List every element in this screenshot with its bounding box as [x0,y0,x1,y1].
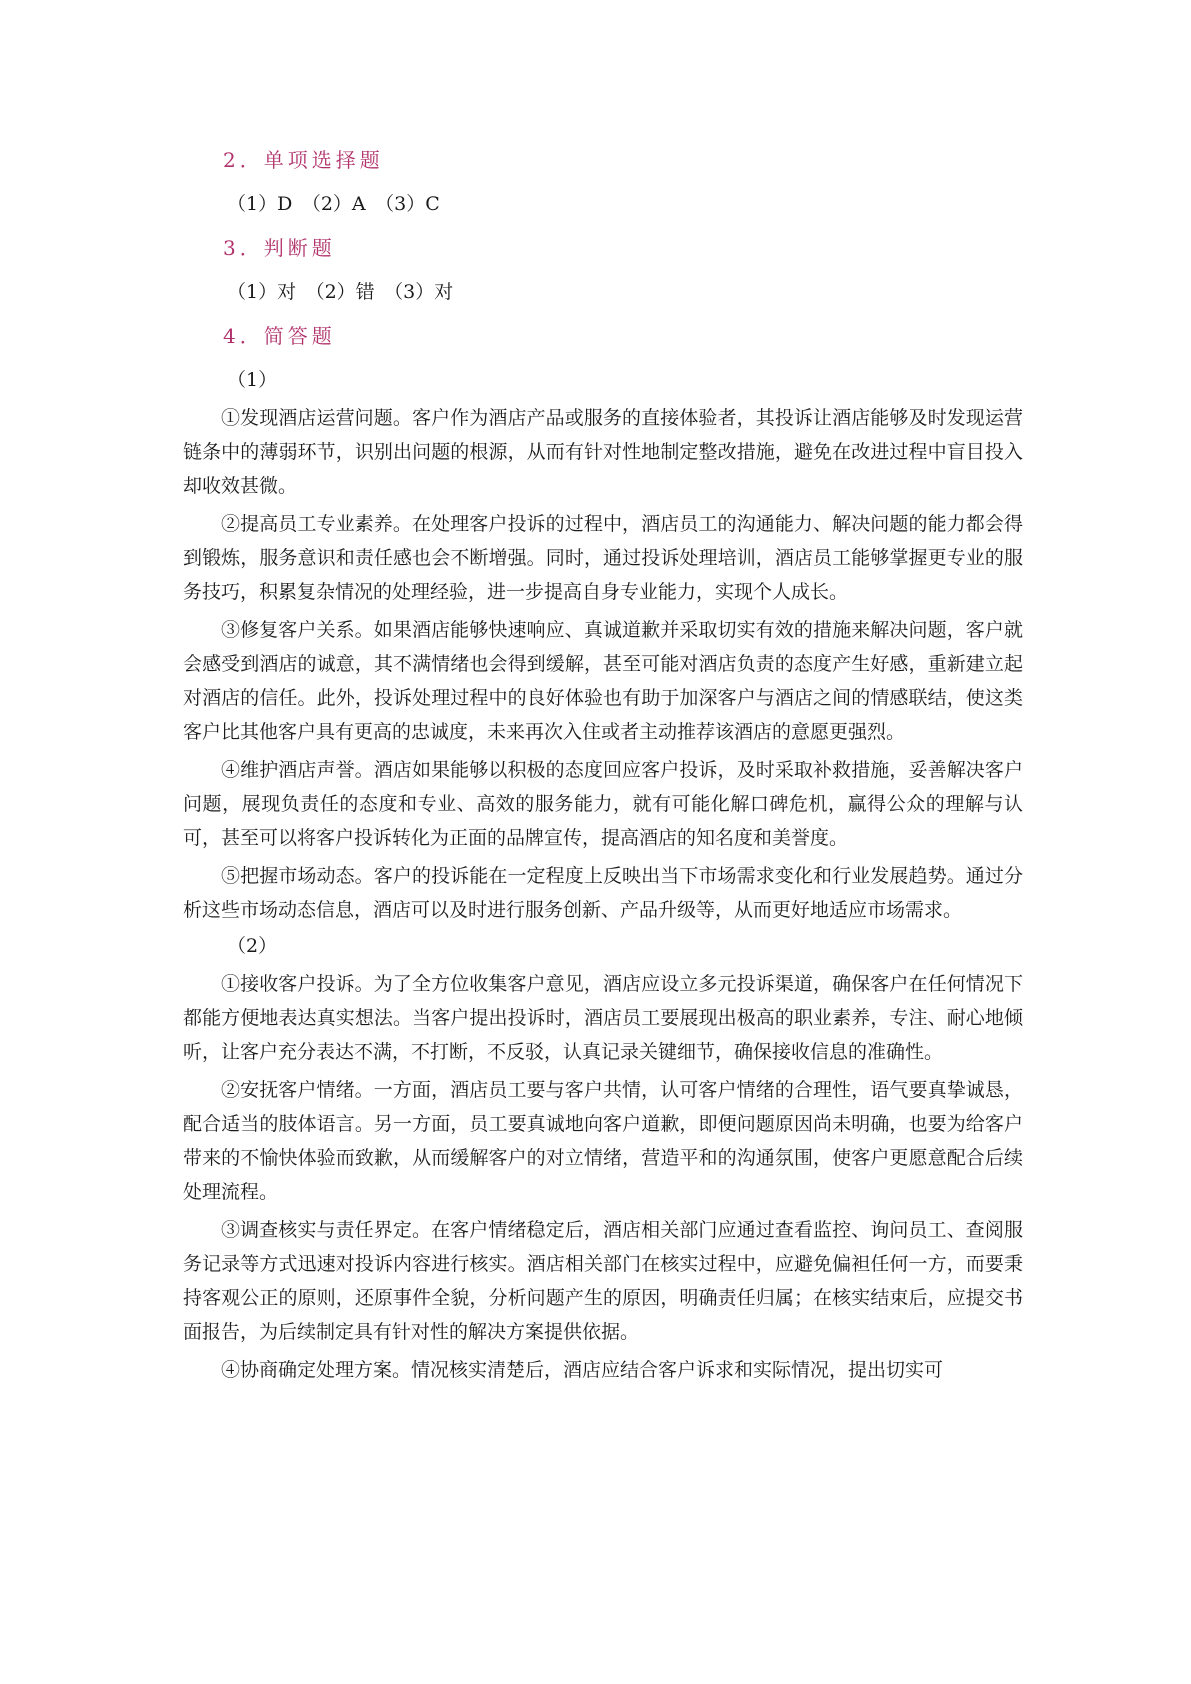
single-choice-answers: （1）D （2）A （3）C [227,193,440,215]
section-heading-true-false: 3．判断题 [223,236,336,260]
q1-paragraph: ①发现酒店运营问题。客户作为酒店产品或服务的直接体验者，其投诉让酒店能够及时发现运营链条中的薄弱环节，识别出问题的根源，从而有针对性地制定整改措施，避免在改进过程中盲目投入却收效甚微。 [183,407,1023,497]
q1-paragraph: ②提高员工专业素养。在处理客户投诉的过程中，酒店员工的沟通能力、解决问题的能力都会得到锻炼，服务意识和责任感也会不断增强。同时，通过投诉处理培训，酒店员工能够掌握更专业的服务技巧，积累复杂情况的处理经验，进一步提高自身专业能力，实现个人成长。 [183,513,1023,603]
q1-paragraph: ④维护酒店声誉。酒店如果能够以积极的态度回应客户投诉，及时采取补救措施，妥善解决客户问题，展现负责任的态度和专业、高效的服务能力，就有可能化解口碑危机，赢得公众的理解与认可，甚至可以将客户投诉转化为正面的品牌宣传，提高酒店的知名度和美誉度。 [183,759,1023,849]
q2-paragraph: ④协商确定处理方案。情况核实清楚后，酒店应结合客户诉求和实际情况，提出切实可 [221,1359,944,1381]
true-false-answers: （1）对 （2）错 （3）对 [227,281,454,303]
q1-paragraph: ⑤把握市场动态。客户的投诉能在一定程度上反映出当下市场需求变化和行业发展趋势。通过分析这些市场动态信息，酒店可以及时进行服务创新、产品升级等，从而更好地适应市场需求。 [183,865,1023,921]
section-heading-single-choice: 2．单项选择题 [223,148,384,172]
q1-paragraph: ③修复客户关系。如果酒店能够快速响应、真诚道歉并采取切实有效的措施来解决问题，客户就会感受到酒店的诚意，其不满情绪也会得到缓解，甚至可能对酒店负责的态度产生好感，重新建立起对酒店的信任。此外，投诉处理过程中的良好体验也有助于加深客户与酒店之间的情感联结，使这类客户比其他客户具有更高的忠诚度，未来再次入住或者主动推荐该酒店的意愿更强烈。 [183,619,1023,743]
section-heading-short-answer: 4．简答题 [223,324,336,348]
question-1-label: （1） [227,369,278,391]
q2-paragraph: ②安抚客户情绪。一方面，酒店员工要与客户共情，认可客户情绪的合理性，语气要真挚诚恳，配合适当的肢体语言。另一方面，员工要真诚地向客户道歉，即便问题原因尚未明确，也要为给客户带来的不愉快体验而致歉，从而缓解客户的对立情绪，营造平和的沟通氛围，使客户更愿意配合后续处理流程。 [183,1079,1023,1203]
q2-paragraph: ③调查核实与责任界定。在客户情绪稳定后，酒店相关部门应通过查看监控、询问员工、查阅服务记录等方式迅速对投诉内容进行核实。酒店相关部门在核实过程中，应避免偏袒任何一方，而要秉持客观公正的原则，还原事件全貌，分析问题产生的原因，明确责任归属；在核实结束后，应提交书面报告，为后续制定具有针对性的解决方案提供依据。 [183,1219,1023,1343]
question-2-label: （2） [227,935,278,957]
document-page [183,145,1023,1391]
q2-paragraph: ①接收客户投诉。为了全方位收集客户意见，酒店应设立多元投诉渠道，确保客户在任何情况下都能方便地表达真实想法。当客户提出投诉时，酒店员工要展现出极高的职业素养，专注、耐心地倾听，让客户充分表达不满，不打断，不反驳，认真记录关键细节，确保接收信息的准确性。 [183,973,1023,1063]
